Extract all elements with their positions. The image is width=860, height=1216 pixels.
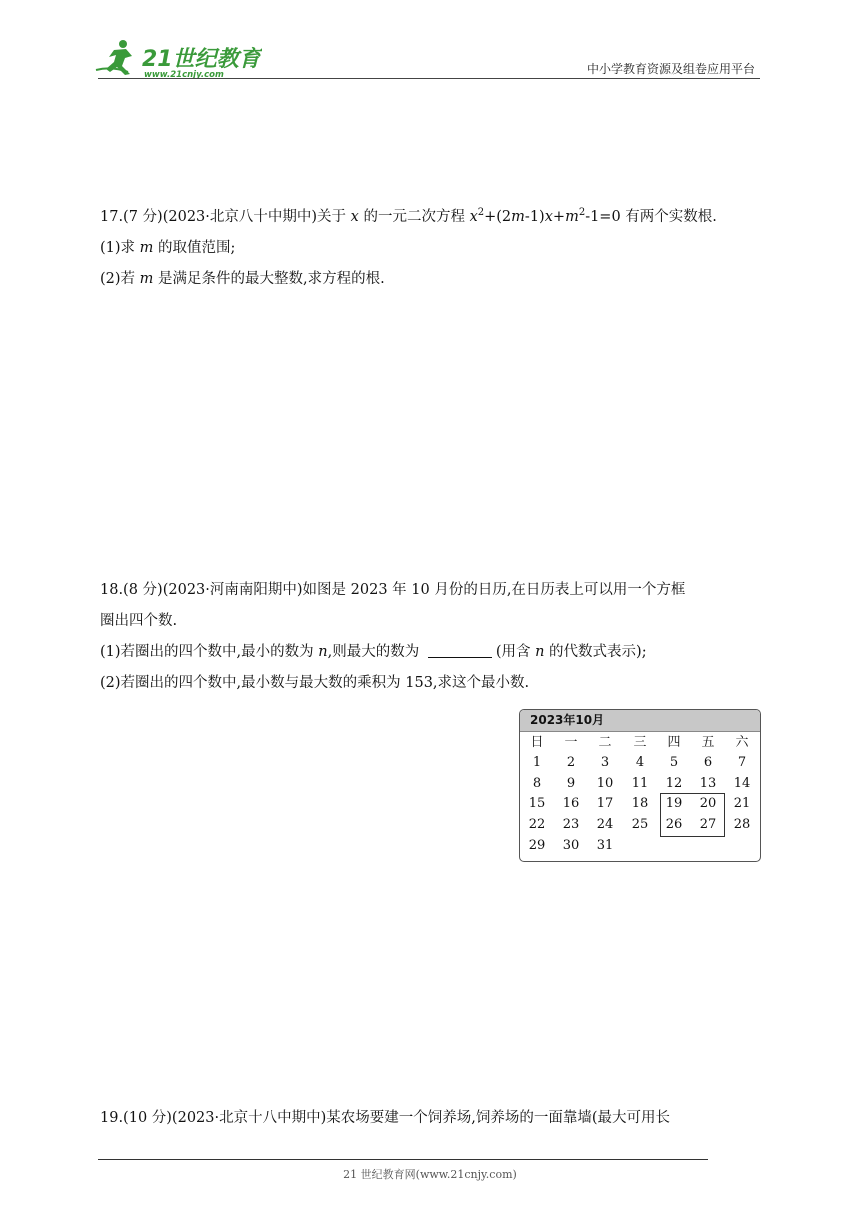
header-divider <box>98 78 760 79</box>
calendar-selection-box <box>660 793 725 837</box>
question-19-stem-line-1: 19.(10 分)(2023·北京十八中期中)某农场要建一个饲养场,饲养场的一面靠墙(最大可用长 <box>100 1110 671 1126</box>
runner-icon <box>96 40 132 75</box>
calendar-day: 23 <box>562 817 580 832</box>
calendar-day: 7 <box>737 755 747 770</box>
footer-text: 21 世纪教育网(www.21cnjy.com) <box>343 1168 517 1181</box>
question-18-stem-line-2: 圈出四个数. <box>100 613 178 629</box>
calendar-day: 10 <box>596 776 614 791</box>
logo-url: www.21cnjy.com <box>144 70 224 80</box>
calendar-weekday: 四 <box>667 735 681 750</box>
calendar-weekday: 日 <box>530 735 544 750</box>
calendar-day: 16 <box>562 796 580 811</box>
calendar-day: 1 <box>532 755 542 770</box>
question-17-part-1: (1)求 m 的取值范围; <box>100 240 236 256</box>
question-19 <box>100 1108 765 1139</box>
question-17 <box>100 207 765 300</box>
calendar-day: 25 <box>631 817 649 832</box>
calendar-day: 15 <box>528 796 546 811</box>
calendar-day: 3 <box>600 755 610 770</box>
logo-text: 21世纪教育 <box>142 47 261 72</box>
calendar-day: 11 <box>631 776 649 791</box>
calendar-day: 22 <box>528 817 546 832</box>
footer-divider <box>98 1159 708 1160</box>
calendar-day: 21 <box>733 796 751 811</box>
question-18-part-2: (2)若圈出的四个数中,最小数与最大数的乘积为 153,求这个最小数. <box>100 675 530 691</box>
calendar-day: 12 <box>665 776 683 791</box>
calendar-day: 2 <box>566 755 576 770</box>
platform-name: 中小学教育资源及组卷应用平台 <box>586 62 755 76</box>
calendar-day: 31 <box>596 838 614 853</box>
site-logo <box>92 36 262 80</box>
calendar-day: 27 <box>699 817 717 832</box>
question-18-part-1: (1)若圈出的四个数中,最小的数为 n,则最大的数为 (用含 n 的代数式表示); <box>100 644 647 660</box>
question-17-stem: 17.(7 分)(2023·北京八十中期中)关于 x 的一元二次方程 $x^2+(2m-1)x+m^2-1=0$ 有两个实数根. <box>100 207 717 225</box>
calendar-day: 8 <box>532 776 542 791</box>
calendar-day: 28 <box>733 817 751 832</box>
calendar-weekday: 一 <box>564 735 578 750</box>
calendar-day: 30 <box>562 838 580 853</box>
calendar-day: 26 <box>665 817 683 832</box>
calendar-day: 6 <box>703 755 713 770</box>
calendar-day: 20 <box>699 796 717 811</box>
question-18-stem-line-1: 18.(8 分)(2023·河南南阳期中)如图是 2023 年 10 月份的日历,在日历表上可以用一个方框 <box>100 582 686 598</box>
calendar-day: 18 <box>631 796 649 811</box>
calendar-grid <box>520 732 760 862</box>
calendar-title: 2023年10月 <box>520 710 760 732</box>
calendar-day: 5 <box>669 755 679 770</box>
calendar-figure <box>519 709 761 862</box>
question-18 <box>100 580 765 704</box>
answer-blank[interactable] <box>428 643 492 658</box>
calendar-weekday: 五 <box>701 735 715 750</box>
calendar-weekday: 三 <box>633 735 647 750</box>
calendar-weekday: 六 <box>735 735 749 750</box>
calendar-day: 4 <box>635 755 645 770</box>
calendar-weekday: 二 <box>598 735 612 750</box>
calendar-day: 9 <box>566 776 576 791</box>
calendar-day: 14 <box>733 776 751 791</box>
calendar-day: 13 <box>699 776 717 791</box>
calendar-day: 19 <box>665 796 683 811</box>
calendar-day: 29 <box>528 838 546 853</box>
calendar-day: 24 <box>596 817 614 832</box>
calendar-day: 17 <box>596 796 614 811</box>
question-17-part-2: (2)若 m 是满足条件的最大整数,求方程的根. <box>100 271 385 287</box>
